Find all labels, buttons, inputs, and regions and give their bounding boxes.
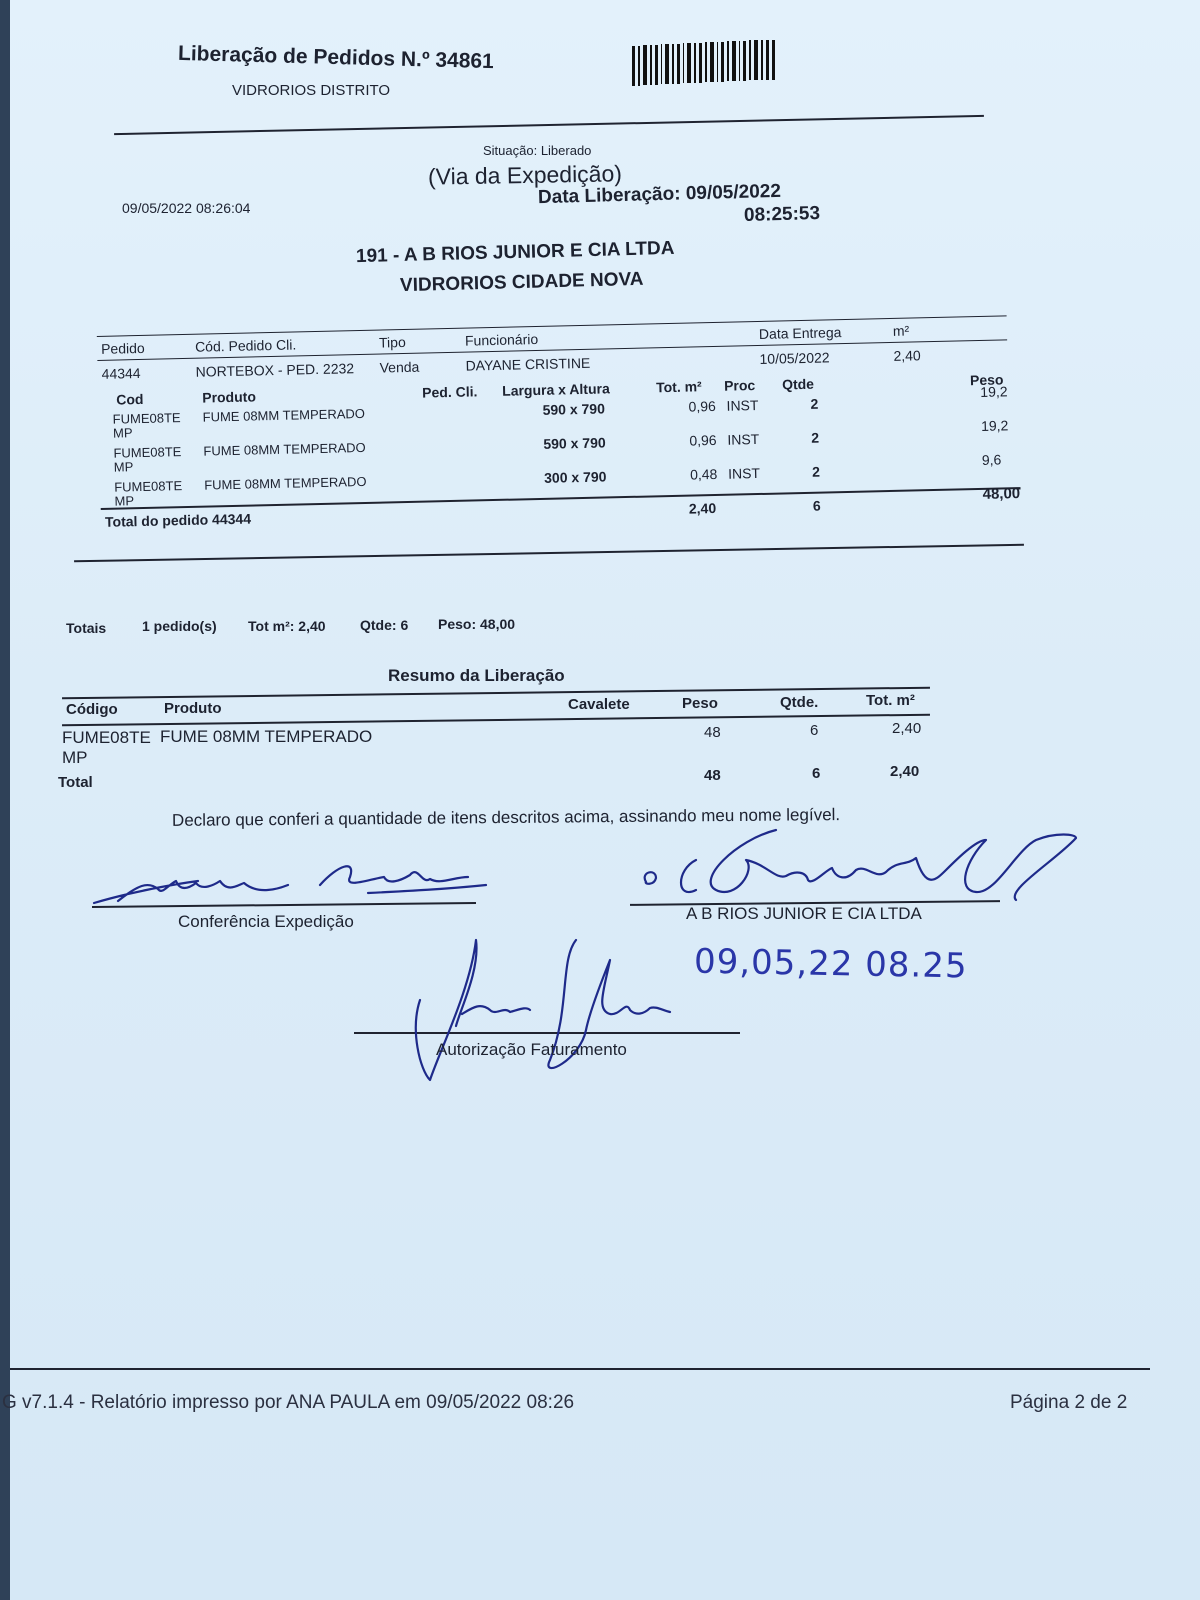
header-divider bbox=[114, 115, 984, 135]
item-cod-suffix: MP bbox=[112, 425, 133, 441]
document-page bbox=[2, 0, 1200, 1600]
item-cod-suffix: MP bbox=[113, 459, 134, 475]
resumo-total-tot-m2: 2,40 bbox=[890, 763, 920, 780]
totals-label: Totais bbox=[66, 620, 107, 636]
resumo-col-tot-m2: Tot. m² bbox=[866, 692, 915, 709]
item-dims: 590 x 790 bbox=[543, 434, 606, 452]
order-total-qtde: 6 bbox=[812, 497, 821, 514]
handwritten-datetime: 09,05,22 08.25 bbox=[693, 941, 968, 987]
release-time: 08:25:53 bbox=[743, 203, 821, 226]
resumo-qtde: 6 bbox=[810, 722, 819, 739]
signature-label-cliente: A B RIOS JUNIOR E CIA LTDA bbox=[686, 904, 922, 923]
item-produto: FUME 08MM TEMPERADO bbox=[202, 405, 366, 425]
order-bottom-divider bbox=[74, 544, 1024, 563]
resumo-produto: FUME 08MM TEMPERADO bbox=[160, 727, 373, 746]
order-total-label: Total do pedido 44344 bbox=[104, 510, 252, 530]
item-tot-m2: 0,96 bbox=[689, 431, 717, 449]
footer-page: Página 2 de 2 bbox=[1010, 1392, 1128, 1413]
resumo-total-peso: 48 bbox=[704, 767, 721, 784]
order-total-peso: 48,00 bbox=[982, 485, 1021, 503]
signature-conferencia bbox=[88, 855, 488, 915]
item-produto: FUME 08MM TEMPERADO bbox=[203, 439, 366, 459]
item-dims: 300 x 790 bbox=[543, 468, 607, 486]
item-produto: FUME 08MM TEMPERADO bbox=[204, 473, 367, 493]
item-dims: 590 x 790 bbox=[542, 400, 606, 418]
resumo-col-peso: Peso bbox=[682, 695, 718, 712]
cod-pedido-value: NORTEBOX - PED. 2232 bbox=[195, 360, 355, 380]
item-cod: FUME08TE bbox=[112, 410, 181, 427]
resumo-col-cavalete: Cavalete bbox=[568, 696, 630, 713]
item-col-ped-cli: Ped. Cli. bbox=[422, 383, 478, 401]
order-block bbox=[96, 279, 1031, 540]
item-cod: FUME08TE bbox=[113, 444, 182, 461]
col-data-entrega-label: Data Entrega bbox=[758, 324, 842, 342]
client-name: 191 - A B RIOS JUNIOR E CIA LTDA bbox=[355, 237, 675, 268]
signature-label-autorizacao: Autorização Faturamento bbox=[436, 1040, 627, 1059]
resumo-codigo-suffix: MP bbox=[62, 748, 88, 767]
resumo-tot-m2: 2,40 bbox=[892, 720, 922, 737]
barcode bbox=[632, 40, 782, 90]
document-title: Liberação de Pedidos N.º 34861 bbox=[177, 41, 495, 74]
resumo-col-qtde: Qtde. bbox=[780, 694, 819, 711]
totals-m2: Tot m²: 2,40 bbox=[248, 618, 326, 634]
item-col-produto: Produto bbox=[202, 388, 257, 406]
item-qtde: 2 bbox=[811, 429, 820, 446]
item-qtde: 2 bbox=[810, 395, 819, 412]
col-cod-pedido-label: Cód. Pedido Cli. bbox=[194, 336, 297, 355]
resumo-title: Resumo da Liberação bbox=[388, 666, 565, 685]
signature-autorizacao bbox=[400, 930, 700, 1090]
company-name: VIDRORIOS DISTRITO bbox=[232, 82, 391, 99]
item-cod: FUME08TE bbox=[114, 478, 183, 495]
totals-qtde: Qtde: 6 bbox=[360, 617, 409, 633]
item-col-tot-m2: Tot. m² bbox=[655, 378, 702, 396]
declaration-text: Declaro que conferi a quantidade de itens descritos acima, assinando meu nome legível. bbox=[171, 805, 841, 830]
via-label: (Via da Expedição) bbox=[427, 160, 623, 190]
resumo-total-label: Total bbox=[58, 774, 93, 791]
pedido-value: 44344 bbox=[101, 365, 141, 382]
signature-label-conferencia: Conferência Expedição bbox=[178, 912, 354, 931]
footer-report: G v7.1.4 - Relatório impresso por ANA PAULA em 09/05/2022 08:26 bbox=[2, 1392, 575, 1413]
item-col-largura-altura: Largura x Altura bbox=[501, 380, 610, 399]
print-datetime: 09/05/2022 08:26:04 bbox=[122, 200, 251, 216]
m2-value: 2,40 bbox=[893, 347, 921, 364]
resumo-col-codigo: Código bbox=[66, 701, 118, 718]
col-pedido-label: Pedido bbox=[100, 339, 145, 357]
resumo-total-qtde: 6 bbox=[812, 765, 821, 782]
item-peso: 19,2 bbox=[980, 417, 1009, 434]
item-col-cod: Cod bbox=[116, 390, 144, 408]
item-col-proc: Proc bbox=[723, 377, 756, 394]
status-label: Situação: Liberado bbox=[483, 143, 592, 158]
item-col-qtde: Qtde bbox=[781, 375, 815, 393]
funcionario-value: DAYANE CRISTINE bbox=[465, 354, 591, 374]
order-top-divider bbox=[97, 315, 1007, 337]
resumo-peso: 48 bbox=[704, 724, 721, 741]
item-peso: 19,2 bbox=[980, 383, 1008, 400]
tipo-value: Venda bbox=[379, 358, 420, 376]
totals-pedidos: 1 pedido(s) bbox=[142, 618, 217, 634]
item-tot-m2: 0,96 bbox=[688, 397, 716, 415]
client-branch: VIDRORIOS CIDADE NOVA bbox=[399, 268, 644, 297]
item-proc: INST bbox=[727, 430, 760, 448]
item-cod-suffix: MP bbox=[114, 493, 135, 509]
totals-peso: Peso: 48,00 bbox=[438, 616, 516, 632]
col-tipo-label: Tipo bbox=[378, 333, 406, 351]
item-proc: INST bbox=[727, 464, 761, 482]
item-tot-m2: 0,48 bbox=[689, 465, 718, 483]
footer-divider bbox=[10, 1368, 1150, 1370]
release-date: Data Liberação: 09/05/2022 bbox=[537, 180, 782, 209]
col-m2-label: m² bbox=[892, 322, 910, 339]
data-entrega-value: 10/05/2022 bbox=[759, 349, 830, 367]
col-funcionario-label: Funcionário bbox=[464, 330, 539, 349]
item-col-peso: Peso bbox=[969, 371, 1004, 389]
item-proc: INST bbox=[726, 397, 759, 414]
item-peso: 9,6 bbox=[981, 451, 1002, 468]
resumo-codigo: FUME08TE bbox=[62, 728, 151, 747]
item-qtde: 2 bbox=[811, 463, 821, 480]
order-total-m2: 2,40 bbox=[688, 499, 717, 517]
resumo-col-produto: Produto bbox=[164, 700, 222, 717]
